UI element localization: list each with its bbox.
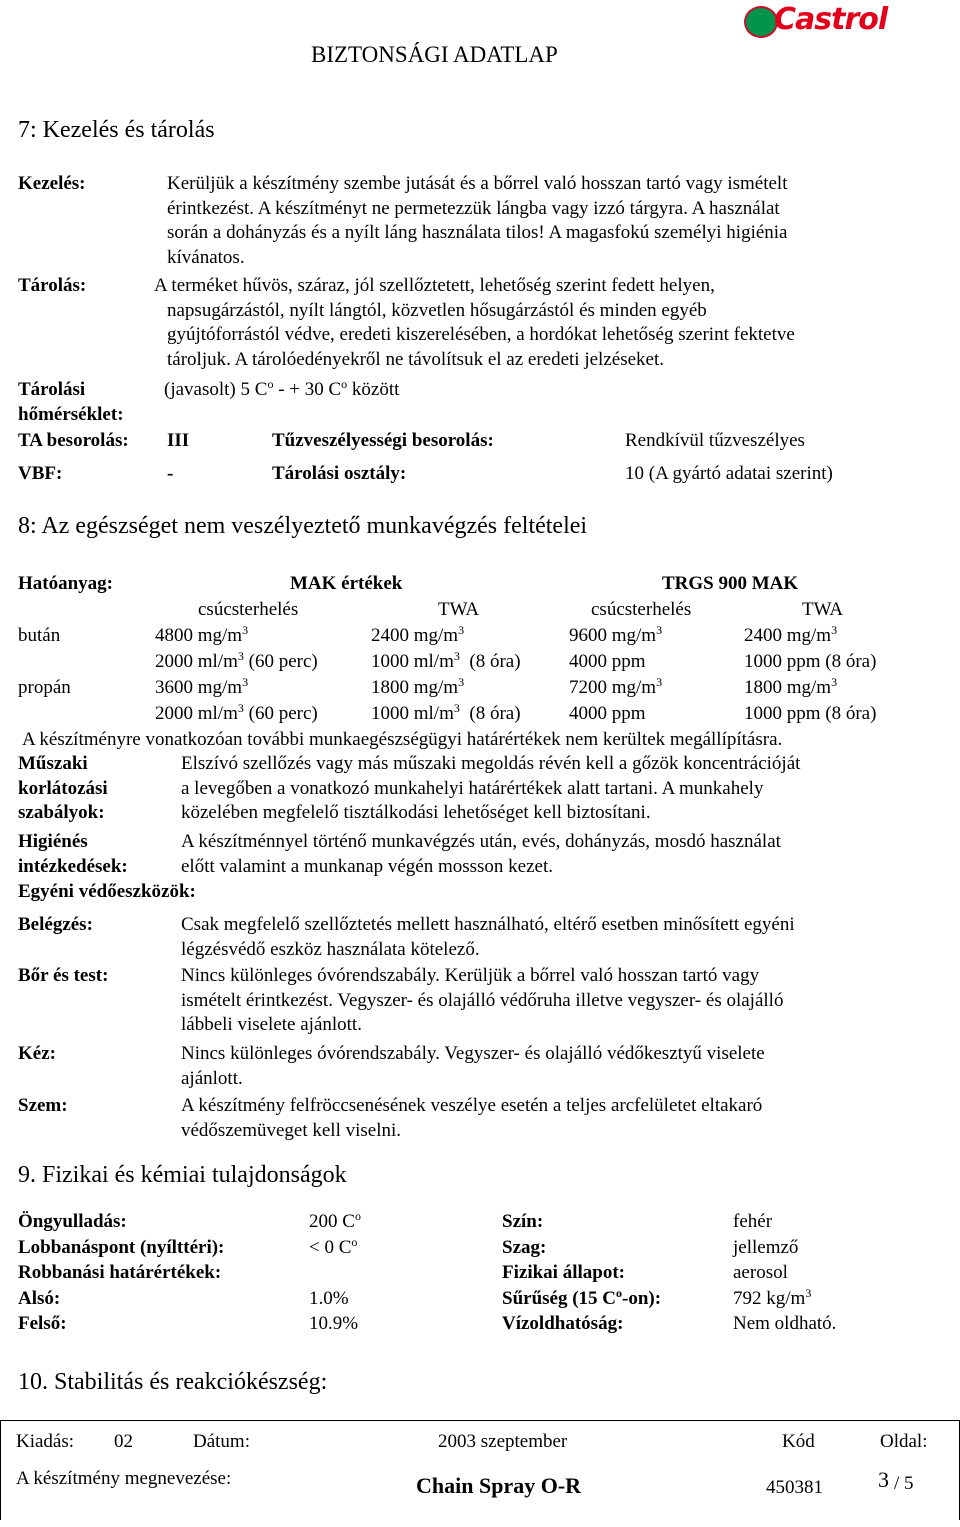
homerseklet-value bbox=[164, 378, 399, 403]
cell-sup: 3 bbox=[237, 649, 244, 663]
ongyulladas-value bbox=[309, 1210, 361, 1235]
belegzes-label: Belégzés: bbox=[18, 914, 93, 935]
unit-sup: 3 bbox=[805, 1286, 812, 1300]
table-cell: 4000 ppm bbox=[569, 703, 646, 724]
temp-max: - + 30 C bbox=[273, 379, 342, 400]
cell-text: 1000 ml/m bbox=[371, 651, 454, 672]
hatoanyag-header: Hatóanyag: bbox=[18, 573, 113, 594]
section-8-title: 8: Az egészséget nem veszélyeztető munkavégzés feltételei bbox=[18, 513, 588, 539]
cell-sup: 3 bbox=[831, 623, 838, 637]
table-cell bbox=[155, 676, 248, 701]
szin-value: fehér bbox=[733, 1211, 773, 1232]
cell-text: 1000 ml/m bbox=[371, 703, 454, 724]
belegzes-text bbox=[181, 913, 941, 962]
kiadas-value: 02 bbox=[114, 1431, 133, 1452]
vedoeszkozok-label: Egyéni védőeszközök: bbox=[18, 881, 196, 902]
castrol-logo bbox=[744, 2, 902, 40]
text-line: Nincs különleges óvórendszabály. Kerüljük a bőrrel való hosszan tartó vagy bbox=[181, 965, 760, 986]
table-cell: 1000 ppm (8 óra) bbox=[744, 703, 877, 724]
section-9-title: 9. Fizikai és kémiai tulajdonságok bbox=[18, 1162, 347, 1188]
cell-text: 1800 mg/m bbox=[744, 677, 832, 698]
text-line: légzésvédő eszköz használata kötelező. bbox=[181, 938, 480, 960]
text-line bbox=[154, 274, 937, 299]
felso-label: Felső: bbox=[18, 1313, 67, 1334]
lobbanaspont-value bbox=[309, 1236, 357, 1261]
ta-label: TA besorolás: bbox=[18, 430, 129, 451]
ongyulladas-label: Öngyulladás: bbox=[18, 1211, 127, 1232]
label-line: Műszaki bbox=[18, 753, 88, 774]
text-line: Nincs különleges óvórendszabály. Vegyszer- és olajálló védőkesztyű viselete bbox=[181, 1043, 765, 1064]
table-cell: 4000 ppm bbox=[569, 651, 646, 672]
page-total: / 5 bbox=[894, 1473, 914, 1494]
table-cell bbox=[155, 702, 318, 727]
text-line: A készítmény felfröccsenésének veszélye esetén a teljes arcfelületet eltakaró bbox=[181, 1095, 763, 1116]
product-name: Chain Spray O-R bbox=[416, 1473, 582, 1498]
subheader: csúcsterhelés bbox=[198, 599, 299, 620]
text-line: A készítménnyel történő munkavégzés után, evés, dohányzás, mosdó használat bbox=[181, 831, 781, 852]
cell-sup: 3 bbox=[242, 623, 249, 637]
muszaki-text bbox=[181, 752, 941, 826]
text-line: ismételt érintkezést. Vegyszer- és olajálló védőruha illetve vegyszer- és olajálló bbox=[181, 989, 784, 1011]
castrol-logo-text: Castrol bbox=[774, 2, 888, 37]
label-line: korlátozási bbox=[18, 777, 108, 799]
table-cell bbox=[371, 676, 464, 701]
tuz-value: Rendkívül tűzveszélyes bbox=[625, 430, 805, 451]
text-line: közelében megfelelő tisztálkodási lehetőséget kell biztosítani. bbox=[181, 802, 651, 824]
subheader: TWA bbox=[438, 599, 480, 620]
cell-sup: 3 bbox=[656, 623, 663, 637]
suruseg-value bbox=[733, 1287, 811, 1312]
label-text: -on): bbox=[622, 1288, 662, 1309]
robbanasi-label: Robbanási határértékek: bbox=[18, 1262, 222, 1283]
text-line: napsugárzástól, nyílt lángtól, közvetlen hősugárzástól és minden egyéb bbox=[167, 299, 707, 321]
kezeles-label: Kezelés: bbox=[18, 173, 86, 194]
osztaly-label: Tárolási osztály: bbox=[272, 463, 407, 484]
nev-label: A készítmény megnevezése: bbox=[16, 1468, 232, 1489]
allapot-value: aerosol bbox=[733, 1262, 788, 1283]
szem-text bbox=[181, 1094, 941, 1143]
cell-sup: 3 bbox=[458, 623, 465, 637]
cell-sup: 3 bbox=[831, 675, 838, 689]
lobbanaspont-label: Lobbanáspont (nyílttéri): bbox=[18, 1237, 225, 1258]
cell-sup: 3 bbox=[656, 675, 663, 689]
table-cell bbox=[569, 624, 662, 649]
higienes-text bbox=[181, 830, 941, 879]
kez-text bbox=[181, 1042, 941, 1091]
kod-label: Kód bbox=[782, 1431, 815, 1452]
vbf-value: - bbox=[167, 463, 174, 484]
text-line: érintkezést. A készítményt ne permetezzük lángba vagy izzó tárgyra. A használat bbox=[167, 197, 780, 219]
degree-sup: o bbox=[616, 1286, 623, 1300]
temp-min: (javasolt) 5 C bbox=[164, 379, 268, 400]
table-cell bbox=[371, 702, 521, 727]
cell-sup: 3 bbox=[453, 701, 460, 715]
cell-text: 2000 ml/m bbox=[155, 703, 238, 724]
bor-label: Bőr és test: bbox=[18, 965, 109, 986]
table-cell bbox=[569, 676, 662, 701]
cell-text: 2000 ml/m bbox=[155, 651, 238, 672]
kod-value: 450381 bbox=[766, 1477, 823, 1498]
text-line: a levegőben a vonatkozó munkahelyi határértékek alatt tartani. A munkahely bbox=[181, 777, 764, 799]
felso-value: 10.9% bbox=[309, 1313, 359, 1334]
kezeles-text bbox=[167, 172, 927, 271]
kez-label: Kéz: bbox=[18, 1043, 56, 1064]
tarolas-text bbox=[154, 274, 937, 373]
tarolas-label: Tárolás: bbox=[18, 275, 87, 296]
label-line: szabályok: bbox=[18, 802, 105, 824]
cell-text: 3600 mg/m bbox=[155, 677, 243, 698]
row-name: bután bbox=[18, 625, 61, 646]
vbf-label: VBF: bbox=[18, 463, 63, 484]
cell-text: 4800 mg/m bbox=[155, 625, 243, 646]
higienes-label bbox=[18, 830, 128, 879]
table-cell bbox=[155, 650, 318, 675]
cell-text: 7200 mg/m bbox=[569, 677, 657, 698]
cell-text: 2400 mg/m bbox=[744, 625, 832, 646]
datum-label: Dátum: bbox=[193, 1431, 250, 1452]
oldal-label: Oldal: bbox=[880, 1431, 928, 1452]
row-name: propán bbox=[18, 677, 71, 698]
table-cell bbox=[371, 650, 521, 675]
datum-value: 2003 szeptember bbox=[438, 1431, 568, 1452]
allapot-label: Fizikai állapot: bbox=[502, 1262, 625, 1283]
cell-ext: (60 perc) bbox=[243, 651, 318, 672]
text-line: tároljuk. A tárolóedényekről ne távolítsuk el az eredeti jelzéseket. bbox=[167, 349, 664, 371]
osztaly-value: 10 (A gyártó adatai szerint) bbox=[625, 463, 833, 484]
text-line: Kerüljük a készítmény szembe jutását és a bőrrel való hosszan tartó vagy ismételt bbox=[167, 173, 788, 194]
kiadas-label: Kiadás: bbox=[16, 1431, 75, 1452]
value-text: 200 C bbox=[309, 1211, 355, 1232]
bor-text bbox=[181, 964, 941, 1038]
szag-value: jellemző bbox=[733, 1237, 799, 1258]
value-text: 792 kg/m bbox=[733, 1288, 806, 1309]
table-cell bbox=[744, 676, 837, 701]
mak-header: MAK értékek bbox=[290, 573, 403, 594]
limit-note: A készítményre vonatkozóan további munkaegészségügyi határértékek nem kerültek megállípításra. bbox=[22, 729, 783, 750]
document-title: BIZTONSÁGI ADATLAP bbox=[311, 42, 558, 67]
cell-sup: 3 bbox=[453, 649, 460, 663]
subheader: TWA bbox=[802, 599, 844, 620]
table-cell bbox=[371, 624, 464, 649]
text-line: lábbeli viselete ajánlott. bbox=[181, 1014, 362, 1036]
text-line: során a dohányzás és a nyílt láng használata tilos! A magasfokú személyi higiénia bbox=[167, 222, 788, 244]
cell-ext: (8 óra) bbox=[459, 651, 521, 672]
text-line: gyújtóforrástól védve, eredeti kiszerelésében, a hordókat lehetőség szerint fektetve bbox=[167, 324, 795, 346]
szin-label: Szín: bbox=[502, 1211, 544, 1232]
cell-text: 9600 mg/m bbox=[569, 625, 657, 646]
degree-sup: o bbox=[341, 377, 348, 391]
degree-sup: o bbox=[267, 377, 274, 391]
cell-ext: (8 óra) bbox=[459, 703, 521, 724]
cell-sup: 3 bbox=[242, 675, 249, 689]
section-7-title: 7: Kezelés és tárolás bbox=[18, 117, 215, 143]
section-10-title: 10. Stabilitás és reakciókészség: bbox=[18, 1369, 328, 1395]
text-line: előtt valamint a munkanap végén mossson kezet. bbox=[181, 855, 553, 877]
table-cell bbox=[155, 624, 248, 649]
cell-ext: (60 perc) bbox=[243, 703, 318, 724]
vizoldhatosag-label: Vízoldhatóság: bbox=[502, 1313, 624, 1334]
trgs-header: TRGS 900 MAK bbox=[662, 573, 799, 594]
value-text: < 0 C bbox=[309, 1237, 352, 1258]
degree-sup: o bbox=[351, 1235, 358, 1249]
cell-text: 2400 mg/m bbox=[371, 625, 459, 646]
castrol-emblem-icon bbox=[744, 6, 778, 38]
text-line: Csak megfelelő szellőztetés mellett használható, eltérő esetben minősített egyéni bbox=[181, 914, 795, 935]
suruseg-label bbox=[502, 1287, 661, 1312]
szem-label: Szem: bbox=[18, 1095, 68, 1116]
ta-value: III bbox=[167, 430, 190, 451]
subheader: csúcsterhelés bbox=[591, 599, 692, 620]
text-line: ajánlott. bbox=[181, 1067, 243, 1089]
page-number: 3 bbox=[878, 1467, 889, 1492]
label-text: Sűrűség (15 C bbox=[502, 1288, 617, 1309]
homerseklet-label-2: hőmérséklet: bbox=[18, 404, 124, 425]
temp-suffix: között bbox=[347, 379, 400, 400]
text-line: védőszemüveget kell viselni. bbox=[181, 1119, 402, 1141]
text-line: Elszívó szellőzés vagy más műszaki megoldás révén kell a gőzök koncentrációját bbox=[181, 753, 801, 774]
text-line-span: A terméket hűvös, száraz, jól szellőztetett, lehetőség szerint fedett helyen, bbox=[154, 275, 715, 296]
cell-text: 1800 mg/m bbox=[371, 677, 459, 698]
table-cell bbox=[744, 624, 837, 649]
table-cell: 1000 ppm (8 óra) bbox=[744, 651, 877, 672]
muszaki-label bbox=[18, 752, 108, 826]
homerseklet-label-1: Tárolási bbox=[18, 379, 86, 400]
also-value: 1.0% bbox=[309, 1288, 349, 1309]
also-label: Alsó: bbox=[18, 1288, 61, 1309]
szag-label: Szag: bbox=[502, 1237, 547, 1258]
degree-sup: o bbox=[354, 1209, 361, 1223]
label-line: Higiénés bbox=[18, 831, 88, 852]
cell-sup: 3 bbox=[237, 701, 244, 715]
label-line: intézkedések: bbox=[18, 855, 128, 877]
text-line: kívánatos. bbox=[167, 247, 245, 269]
cell-sup: 3 bbox=[458, 675, 465, 689]
tuz-label: Tűzveszélyességi besorolás: bbox=[272, 430, 494, 451]
vizoldhatosag-value: Nem oldható. bbox=[733, 1313, 837, 1334]
